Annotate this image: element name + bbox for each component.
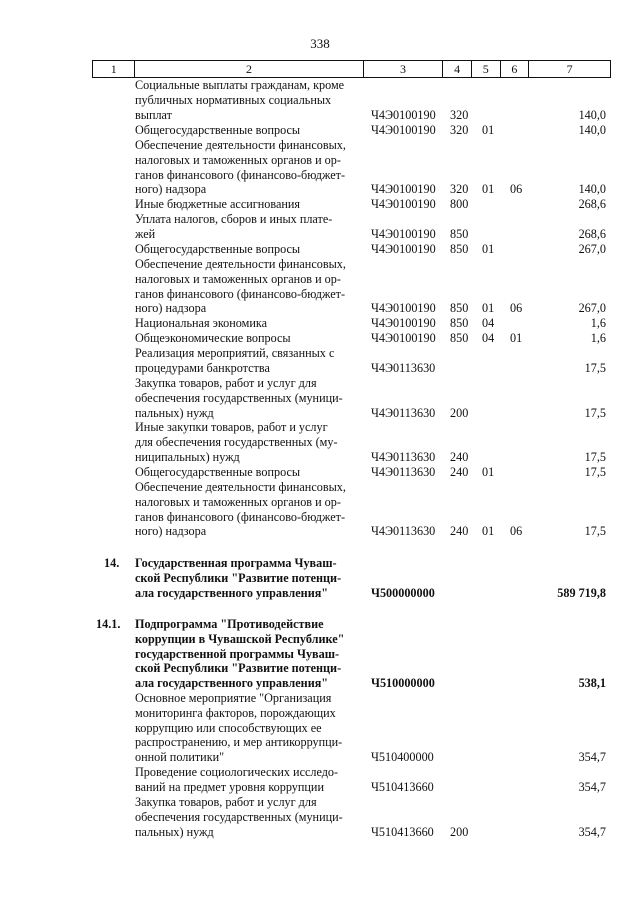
description-line: налоговых и таможенных органов и ор- <box>135 271 341 286</box>
expense-type: 240 <box>450 449 469 464</box>
target-code: Ч510000000 <box>371 676 435 691</box>
expense-type: 320 <box>450 182 469 197</box>
expense-type: 240 <box>450 465 469 479</box>
expense-type: 850 <box>450 242 469 256</box>
description-line: ного) надзора <box>135 182 207 197</box>
row-description <box>135 197 361 212</box>
target-code: Ч4Э0113630 <box>371 449 436 464</box>
row-description <box>135 795 361 839</box>
amount: 267,0 <box>578 242 606 256</box>
description-line: Социальные выплаты гражданам, кроме <box>135 78 345 92</box>
section-code: 04 <box>482 331 495 345</box>
description-line: ганов финансового (финансово-бюджет- <box>135 286 346 301</box>
amount: 140,0 <box>578 123 606 137</box>
amount: 17,5 <box>584 524 606 539</box>
target-code: Ч4Э0113630 <box>371 465 436 479</box>
expense-type: 200 <box>450 824 469 839</box>
target-code: Ч4Э0100190 <box>371 107 436 122</box>
target-code: Ч4Э0113630 <box>371 405 436 420</box>
description-line: Общегосударственные вопросы <box>135 242 301 256</box>
description-line: публичных нормативных социальных <box>135 92 332 107</box>
target-code: Ч510413660 <box>371 824 434 839</box>
target-code: Ч4Э0100190 <box>371 123 436 137</box>
target-code: Ч500000000 <box>371 585 435 600</box>
section-code: 01 <box>482 465 495 479</box>
description-line: государственной программы Чуваш- <box>135 646 340 661</box>
subsection-code: 06 <box>510 301 523 316</box>
description-line: ганов финансового (финансово-бюджет- <box>135 167 346 182</box>
target-code: Ч4Э0100190 <box>371 316 436 330</box>
row-description <box>135 376 361 420</box>
amount: 268,6 <box>578 226 606 241</box>
description-line: жей <box>135 226 156 241</box>
target-code: Ч4Э0100190 <box>371 242 436 256</box>
description-line: выплат <box>135 107 172 122</box>
row-description <box>135 242 361 257</box>
col-header-4: 4 <box>443 61 472 78</box>
section-code: 01 <box>482 182 495 197</box>
amount: 354,7 <box>578 824 606 839</box>
row-description <box>135 212 361 242</box>
col-header-5: 5 <box>471 61 500 78</box>
amount: 17,5 <box>584 465 606 479</box>
expense-type: 200 <box>450 405 469 420</box>
expense-type: 850 <box>450 301 469 316</box>
expense-type: 850 <box>450 316 469 330</box>
description-line: Основное мероприятие "Организация <box>135 691 332 705</box>
amount: 1,6 <box>590 331 606 345</box>
page-number: 338 <box>310 36 330 51</box>
description-line: пальных) нужд <box>135 824 214 839</box>
target-code: Ч4Э0113630 <box>371 360 436 375</box>
description-line: Реализация мероприятий, связанных с <box>135 346 335 360</box>
amount: 140,0 <box>578 107 606 122</box>
col-header-1: 1 <box>93 61 135 78</box>
description-line: Проведение социологических исследо- <box>135 765 339 779</box>
description-line: ваний на предмет уровня коррупции <box>135 779 324 794</box>
target-code: Ч4Э0100190 <box>371 226 436 241</box>
row-description <box>135 765 361 795</box>
description-line: Иные бюджетные ассигнования <box>135 197 301 211</box>
description-line: Обеспечение деятельности финансовых, <box>135 257 346 271</box>
description-line: мониторинга факторов, порождающих <box>135 705 336 720</box>
target-code: Ч4Э0100190 <box>371 182 436 197</box>
row-number: 14. <box>104 556 120 570</box>
amount: 140,0 <box>578 182 606 197</box>
description-line: налоговых и таможенных органов и ор- <box>135 494 341 509</box>
row-description <box>135 617 361 691</box>
expense-type: 240 <box>450 524 469 539</box>
description-line: процедурами банкротства <box>135 360 270 375</box>
target-code: Ч510413660 <box>371 779 434 794</box>
description-line: распространению, и мер антикоррупци- <box>135 735 343 750</box>
row-description <box>135 123 361 138</box>
target-code: Ч510400000 <box>371 750 434 765</box>
expense-type: 320 <box>450 123 469 137</box>
description-line: Уплата налогов, сборов и иных плате- <box>135 212 333 226</box>
col-header-7: 7 <box>529 61 611 78</box>
description-line: налоговых и таможенных органов и ор- <box>135 152 341 167</box>
description-line: онной политики" <box>135 750 225 765</box>
description-line: ала государственного управления" <box>135 676 329 691</box>
expense-type: 320 <box>450 107 469 122</box>
row-description <box>135 138 361 197</box>
row-description <box>135 257 361 316</box>
description-line: ала государственного управления" <box>135 585 329 600</box>
col-header-3: 3 <box>363 61 443 78</box>
description-line: ного) надзора <box>135 301 207 316</box>
row-description <box>135 480 361 539</box>
target-code: Ч4Э0100190 <box>371 331 436 345</box>
description-line: ганов финансового (финансово-бюджет- <box>135 509 346 524</box>
subsection-code: 06 <box>510 182 523 197</box>
description-line: Закупка товаров, работ и услуг для <box>135 376 317 390</box>
target-code: Ч4Э0113630 <box>371 524 436 539</box>
description-line: Подпрограмма "Противодействие <box>135 617 324 631</box>
row-description <box>135 331 361 346</box>
amount: 1,6 <box>590 316 606 330</box>
row-description <box>135 420 361 464</box>
col-header-2: 2 <box>135 61 363 78</box>
col-header-6: 6 <box>500 61 529 78</box>
amount: 589 719,8 <box>557 585 606 600</box>
amount: 538,1 <box>578 676 606 691</box>
description-line: для обеспечения государственных (му- <box>135 434 338 449</box>
amount: 17,5 <box>584 360 606 375</box>
section-code: 01 <box>482 123 495 137</box>
section-code: 04 <box>482 316 495 330</box>
description-line: ниципальных) нужд <box>135 449 240 464</box>
column-header-table <box>92 60 611 78</box>
amount: 354,7 <box>578 750 606 765</box>
row-description <box>135 346 361 376</box>
description-line: Общегосударственные вопросы <box>135 465 301 479</box>
amount: 354,7 <box>578 779 606 794</box>
subsection-code: 01 <box>510 331 523 345</box>
description-line: пальных) нужд <box>135 405 214 420</box>
description-line: Обеспечение деятельности финансовых, <box>135 138 346 152</box>
row-description <box>135 465 361 480</box>
description-line: обеспечения государственных (муници- <box>135 390 343 405</box>
section-code: 01 <box>482 524 495 539</box>
target-code: Ч4Э0100190 <box>371 197 436 211</box>
section-code: 01 <box>482 242 495 256</box>
description-line: коррупцию или способствующих ее <box>135 720 322 735</box>
description-line: Национальная экономика <box>135 316 268 330</box>
description-line: ской Республики "Развитие потенци- <box>135 661 342 676</box>
row-description <box>135 691 361 765</box>
description-line: Иные закупки товаров, работ и услуг <box>135 420 328 434</box>
row-description <box>135 556 361 600</box>
amount: 267,0 <box>578 301 606 316</box>
amount: 268,6 <box>578 197 606 211</box>
description-line: Государственная программа Чуваш- <box>135 556 337 570</box>
expense-type: 850 <box>450 331 469 345</box>
description-line: Закупка товаров, работ и услуг для <box>135 795 317 809</box>
expense-type: 850 <box>450 226 469 241</box>
target-code: Ч4Э0100190 <box>371 301 436 316</box>
row-description <box>135 316 361 331</box>
row-description <box>135 78 361 122</box>
description-line: коррупции в Чувашской Республике" <box>135 631 345 646</box>
amount: 17,5 <box>584 405 606 420</box>
description-line: Общеэкономические вопросы <box>135 331 291 345</box>
section-code: 01 <box>482 301 495 316</box>
description-line: обеспечения государственных (муници- <box>135 809 343 824</box>
description-line: ской Республики "Развитие потенци- <box>135 570 342 585</box>
description-line: ного) надзора <box>135 524 207 539</box>
subsection-code: 06 <box>510 524 523 539</box>
description-line: Обеспечение деятельности финансовых, <box>135 480 346 494</box>
amount: 17,5 <box>584 449 606 464</box>
expense-type: 800 <box>450 197 469 211</box>
row-number: 14.1. <box>96 617 121 631</box>
description-line: Общегосударственные вопросы <box>135 123 301 137</box>
